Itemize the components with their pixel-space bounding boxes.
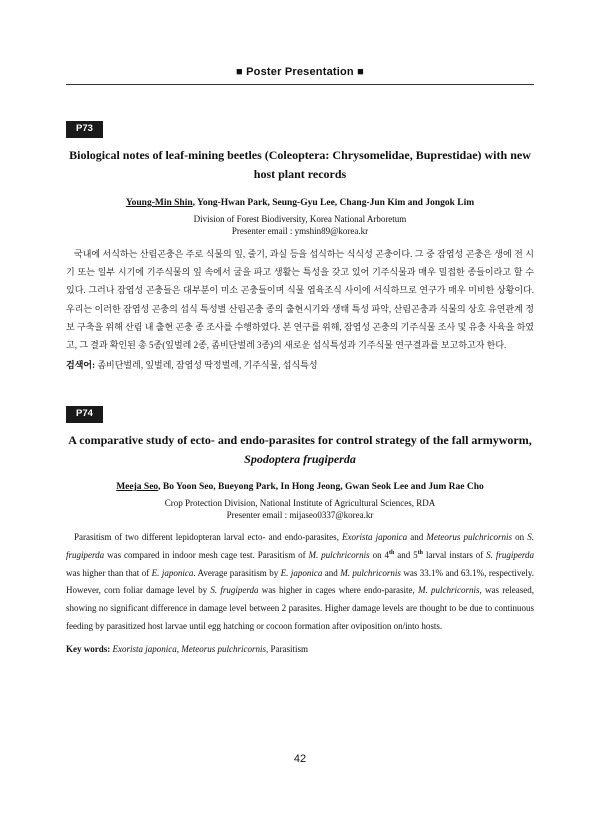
keywords-label-p73: 검색어: [66, 360, 96, 371]
abstract-p74-text: and 5 [394, 549, 418, 560]
keywords-label-p74: Key words: [66, 643, 111, 654]
abstract-p74-text: on 4 [369, 549, 390, 560]
species-name: Exorista japonica [342, 532, 408, 542]
page-number: 42 [293, 753, 307, 765]
coauthors-p73: , Yong-Hwan Park, Seung-Gyu Lee, Chang-Jun Kim and Jongok Lim [192, 198, 475, 208]
poster-code-p73: P73 [66, 121, 103, 138]
species-name: S. frugiperda [486, 549, 535, 560]
keyword-rest: , Parasitism [266, 643, 308, 654]
abstract-p74-text: on [512, 532, 528, 542]
affiliation-p74: Crop Protection Division, National Institute of Agricultural Sciences, RDA [164, 498, 436, 508]
presenter-email-p73: Presenter email : ymshin89@korea.kr [231, 226, 369, 236]
authors-p73 [66, 196, 534, 210]
abstract-p74-text: was higher in cages where endo-parasite, [258, 585, 418, 596]
keywords-list-p73: 좀비단벌레, 잎벌레, 잠엽성 딱정벌레, 기주식물, 섭식특성 [95, 360, 318, 371]
coauthors-p74: , Bo Yoon Seo, Bueyong Park, In Hong Jeong, Gwan Seok Lee and Jum Rae Cho [158, 482, 484, 492]
ordinal-suffix: th [417, 549, 424, 556]
header-rule [66, 84, 534, 85]
title-p73 [66, 146, 534, 184]
running-header: ■ Poster Presentation ■ [236, 66, 364, 78]
species-name: E. japonica [280, 567, 323, 578]
keyword-species: Exorista japonica [110, 643, 177, 654]
abstract-p74-text: was compared in indoor mesh cage test. Parasitism of [104, 549, 309, 560]
keyword-separator: , [176, 643, 182, 654]
authors-p74 [66, 480, 534, 494]
presenter-email-p74: Presenter email : mijaseo0337@korea.kr [226, 510, 374, 520]
species-name: Meteorus pulchricornis [426, 532, 513, 542]
abstract-text-p73: 국내에 서식하는 산림곤충은 주로 식물의 잎, 줄기, 과실 등을 섭식하는 식식성 곤충이다. 그 중 잠엽성 곤충은 생에 전 시기 또는 일부 시기에 기주식물의 잎 속에서 굴을 파고 생활는 특성을 갖고 있어 기주식물과 매우 밀접한 종들이라고 할 수 있다. 그러나 잠엽성 곤충들은 대부분이 미소 곤충들이며 식물 엽육조식 사이에 서식하므로 연구가 매우 미비한 상황이다. 우리는 이러한 잠엽성 곤충의 섭식 특성별 산림곤충 종의 출현시기와 생태 특성 파악, 산림곤충과 식물의 상호 유연관계 정보 구축을 위해 산림 내 출현 곤충 종 조사를 수행하였다. 본 연구를 위해, 잠엽성 곤충의 기주식물 조사 및 유충 사육을 하였고, 그 결과 확인된 총 5종(잎벌레 2종, 좀비단벌레 3종)의 새로운 섭식특성과 기주식물 연구결과를 보고하고자 한다. [66, 249, 534, 351]
ordinal-suffix: th [389, 549, 395, 556]
keywords-p73 [66, 357, 534, 373]
abstract-text-p74 [66, 529, 534, 636]
title-p74-line2: Spodoptera frugiperda [244, 452, 356, 466]
abstract-p74-text: . Average parasitism by [193, 567, 281, 578]
presenter-name-p73: Young-Min Shin [125, 198, 193, 208]
abstract-p74-text: was 33.1% and 63.1%, respectively. However, corn foliar damage level by [66, 567, 534, 596]
abstract-p74-text: Parasitism of two different lepidopteran larval ecto- and endo-parasites, [74, 532, 343, 542]
title-p73-line2: host plant records [253, 167, 347, 181]
title-p74 [66, 431, 534, 469]
species-name: M. pulchricornis [340, 567, 401, 578]
abstract-p74-text: and [322, 567, 341, 578]
abstract-p74-text: larval instars of [423, 549, 487, 560]
species-name: S. frugiperda [66, 532, 534, 560]
abstract-p74-text: was higher than that of [66, 567, 152, 578]
keyword-species: Meteorus pulchricornis [181, 643, 266, 654]
species-name: S. frugiperda [210, 585, 259, 596]
abstract-p74-text: , was released, showing no significant difference in damage level between 2 parasites. Higher damage levels are thought to be due to continuous feeding by parasitized host larvae until egg hatching or cocoon formation after oviposition on/into hosts. [66, 585, 534, 631]
abstract-p73 [66, 118, 534, 373]
species-name: M. pulchricornis [418, 585, 480, 596]
species-name: E. japonica [151, 567, 194, 578]
presenter-name-p74: Meeja Seo [116, 482, 159, 492]
abstract-p74 [66, 403, 534, 657]
title-p74-line1: A comparative study of ecto- and endo-parasites for control strategy of the fall armyworm, [68, 433, 532, 447]
species-name: M. pulchricornis [308, 549, 370, 560]
keywords-p74 [66, 641, 534, 657]
affiliation-p73: Division of Forest Biodiversity, Korea National Arboretum [193, 214, 407, 224]
title-p73-line1: Biological notes of leaf-mining beetles (Coleoptera: Chrysomelidae, Buprestidae) with new [69, 148, 531, 162]
abstract-p74-text: and [407, 532, 427, 542]
poster-code-p74: P74 [66, 406, 103, 423]
